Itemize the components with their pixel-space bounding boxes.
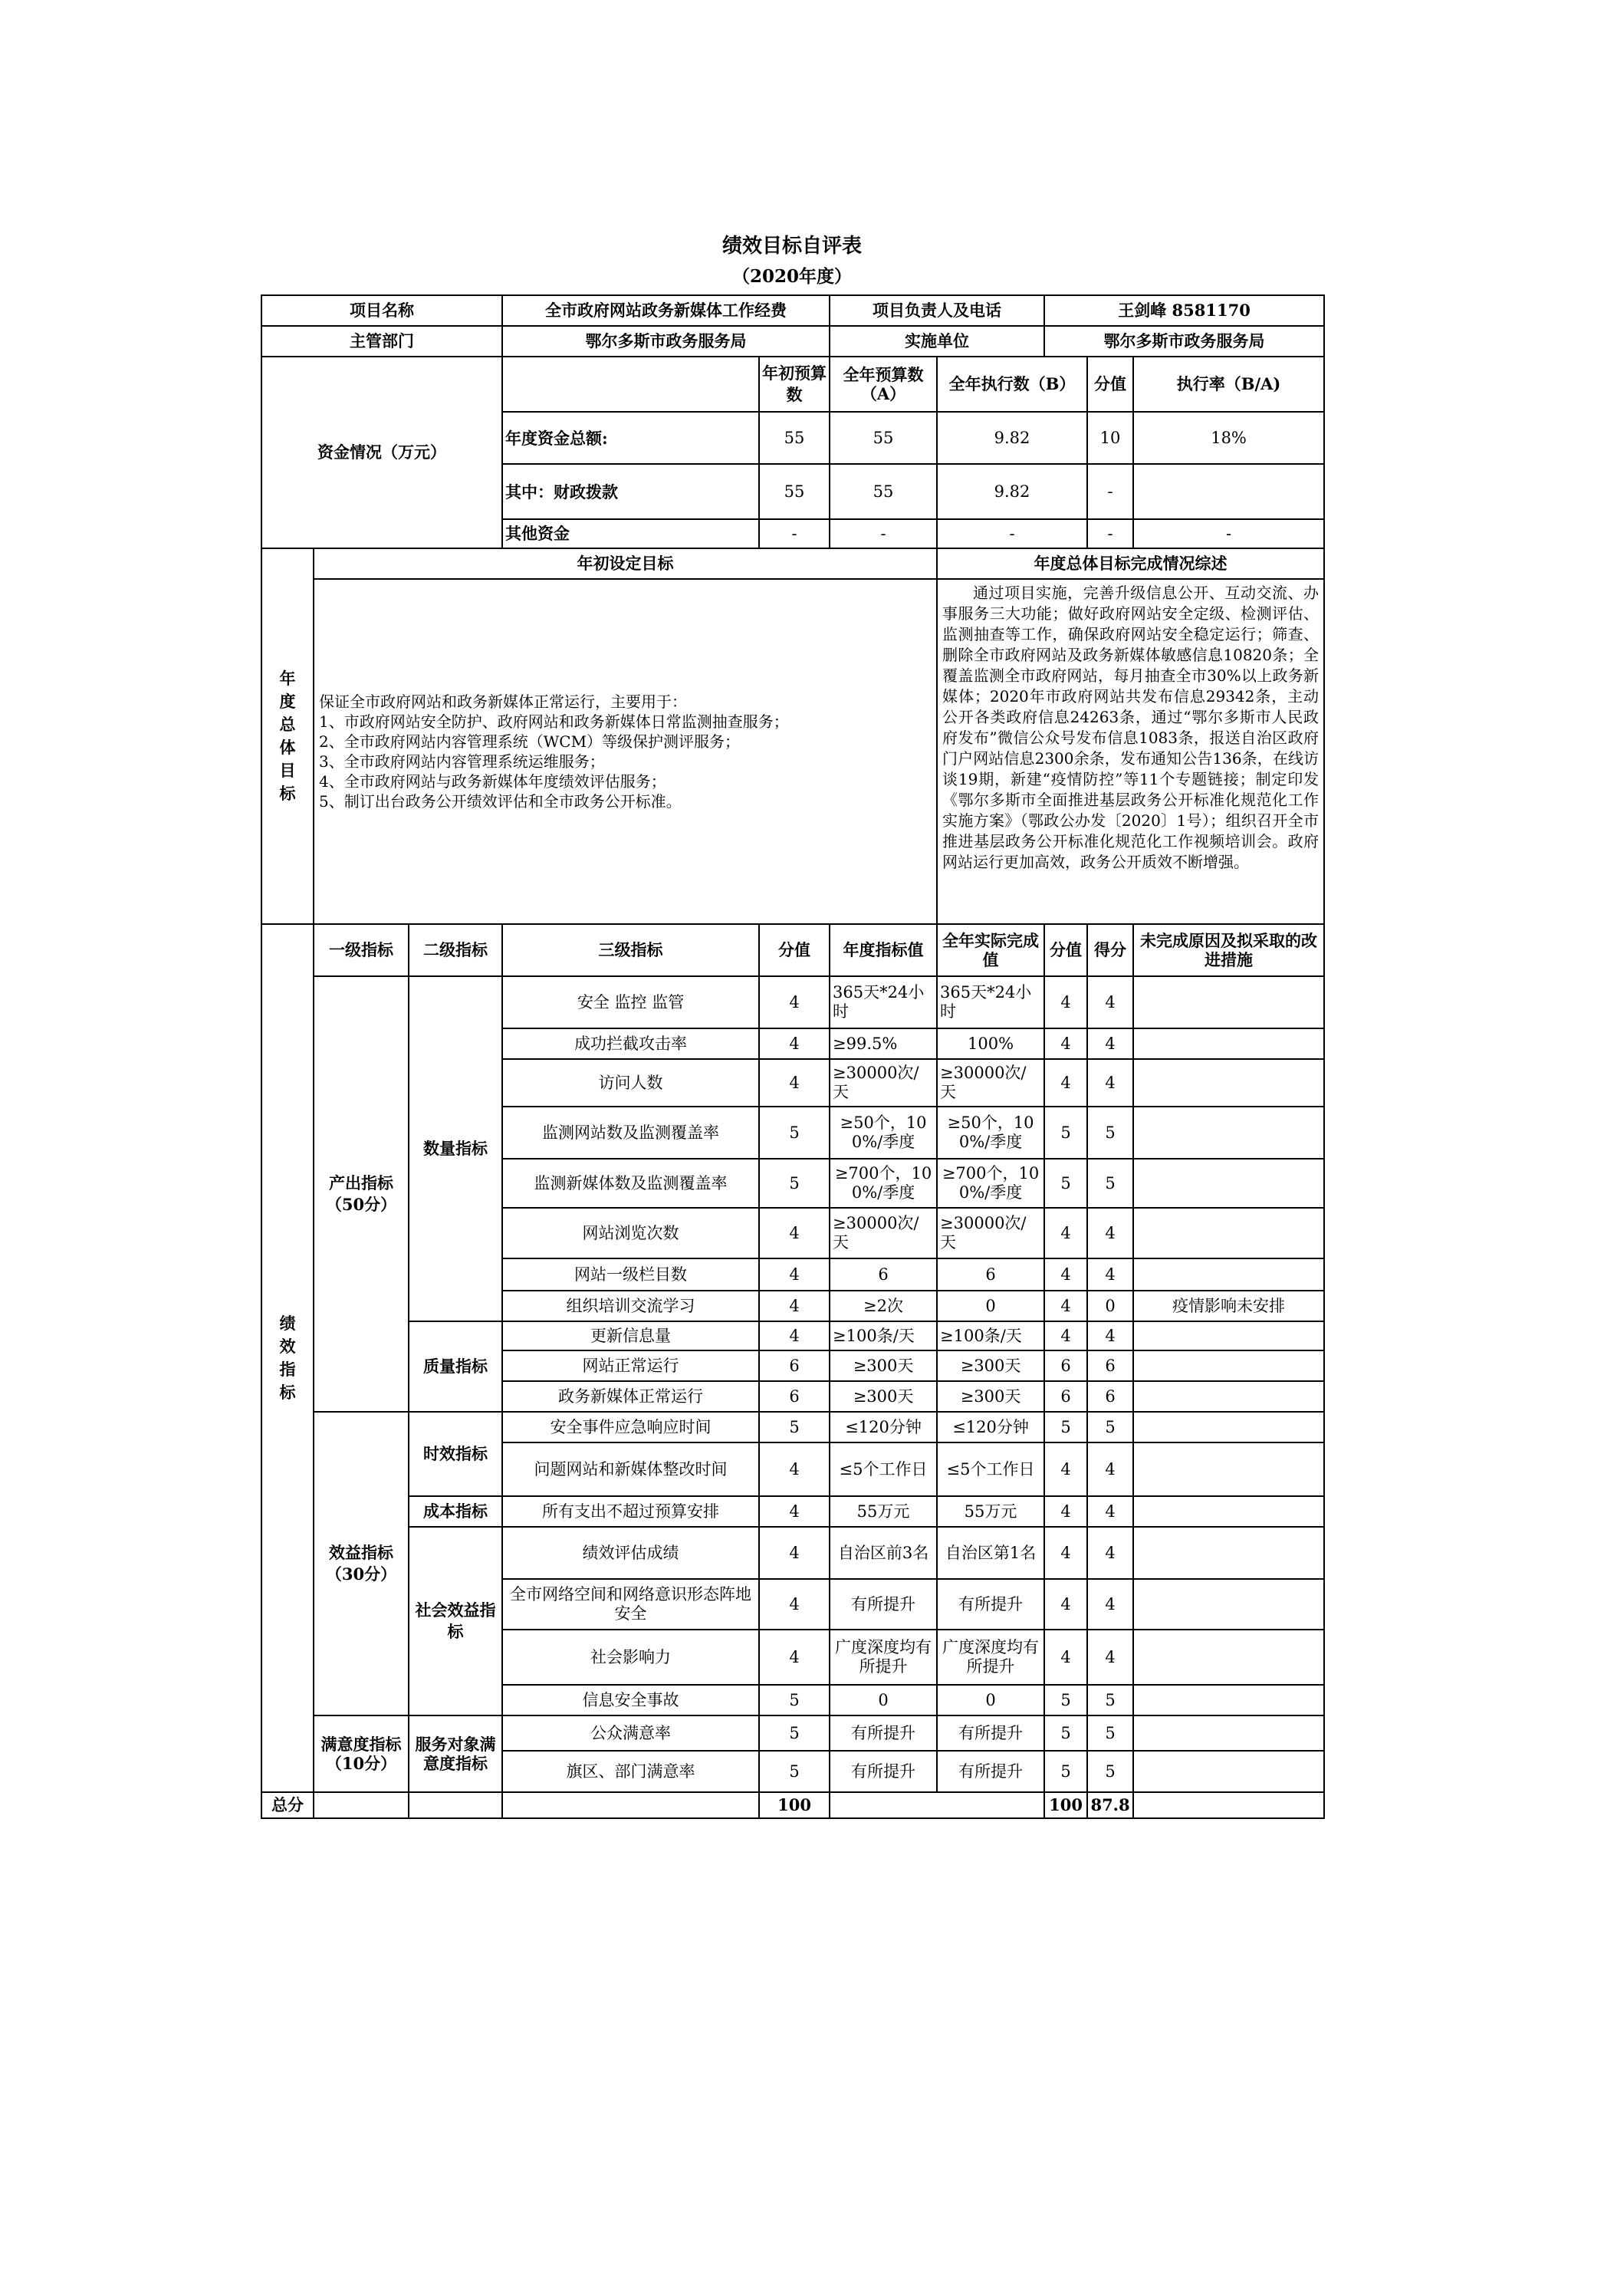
indicator-score: 4 [1087,1527,1133,1579]
indicator-score-value: 5 [1044,1412,1087,1442]
indicator-target: 自治区前3名 [830,1527,937,1579]
subgroup-quality: 质量指标 [409,1321,502,1412]
indicator-name: 旗区、部门满意率 [502,1751,759,1792]
indicator-name: 网站一级栏目数 [502,1258,759,1291]
indicator-score: 4 [1087,1321,1133,1350]
indicator-score-value: 4 [1044,1579,1087,1630]
indicator-header-row [261,924,1324,976]
indicator-note [1133,1715,1324,1751]
indicator-score-value: 5 [1044,1751,1087,1792]
indicator-note: 疫情影响未安排 [1133,1291,1324,1321]
indicator-weight: 4 [759,1258,830,1291]
indicator-score: 4 [1087,1258,1133,1291]
indicator-score: 5 [1087,1715,1133,1751]
indicator-actual: 100% [937,1028,1044,1059]
goals-summary-text: 通过项目实施，完善升级信息公开、互动交流、办事服务三大功能；做好政府网站安全定级、检测评估、监测抽查等工作，确保政府网站安全稳定运行；筛查、删除全市政府网站及政务新媒体敏感信息10820条；全覆盖监测全市政府网站，每月抽查全市30%以上政务新媒体；2020年市政府网站共发布信息29342条，主动公开各类政府信息24263条，通过“鄂尔多斯市人民政府发布”微信公众号发布信息1083条，报送自治区政府门户网站信息2300余条，发布通知公告136条，在线访谈19期，新建“疫情防控”等11个专题链接；制定印发《鄂尔多斯市全面推进基层政务公开标准化规范化工作实施方案》（鄂政公办发〔2020〕1号）；组织召开全市推进基层政务公开标准化规范化工作视频培训会。政府网站运行更加高效，政务公开质效不断增强。 [937,579,1324,924]
indicator-name: 监测新媒体数及监测覆盖率 [502,1159,759,1208]
indicator-note [1133,1159,1324,1208]
indicator-row [261,1321,1324,1350]
total-blank [314,1792,409,1818]
indicator-weight: 5 [759,1107,830,1159]
indicator-weight: 4 [759,1059,830,1107]
total-blank [409,1792,502,1818]
indicator-score: 5 [1087,1751,1133,1792]
funds-row-executed: 9.82 [937,412,1087,464]
indicator-actual: ≥300天 [937,1350,1044,1381]
indicator-score-value: 4 [1044,1059,1087,1107]
indicator-score: 4 [1087,1630,1133,1685]
funds-row-initial: - [759,519,830,548]
total-blank [502,1792,759,1818]
indicator-score-value: 6 [1044,1350,1087,1381]
indicator-name: 访问人数 [502,1059,759,1107]
indicator-header-note: 未完成原因及拟采取的改进措施 [1133,924,1324,976]
indicator-note [1133,1442,1324,1496]
indicator-note [1133,1321,1324,1350]
project-name: 全市政府网站政务新媒体工作经费 [502,295,830,326]
indicator-score: 5 [1087,1159,1133,1208]
indicator-score-value: 4 [1044,1527,1087,1579]
indicator-actual: ≥50个，100%/季度 [937,1107,1044,1159]
indicator-header-weight: 分值 [759,924,830,976]
indicator-weight: 4 [759,1291,830,1321]
indicator-name: 全市网络空间和网络意识形态阵地安全 [502,1579,759,1630]
indicators-label: 绩效指标 [261,924,314,1792]
indicator-name: 社会影响力 [502,1630,759,1685]
leader-label: 项目负责人及电话 [830,295,1044,326]
funds-row-rate: - [1133,519,1324,548]
goals-initial-text: 保证全市政府网站和政务新媒体正常运行，主要用于： 1、市政府网站安全防护、政府网站和政务新媒体日常监测抽查服务； 2、全市政府网站内容管理系统（WCM）等级保护测评服务； 3、全市政府网站内容管理系统运维服务； 4、全市政府网站与政务新媒体年度绩效评估服务； 5、制订出台政务公开绩效评估和全市政务公开标准。 [314,579,937,924]
subgroup-cost: 成本指标 [409,1496,502,1527]
indicator-score: 5 [1087,1685,1133,1715]
indicator-target: ≥100条/天 [830,1321,937,1350]
indicator-score: 4 [1087,1442,1133,1496]
indicator-target: ≥50个，100%/季度 [830,1107,937,1159]
funds-row-annual: - [830,519,937,548]
goals-initial-header: 年初设定目标 [314,548,937,579]
total-blank [830,1792,1044,1818]
indicator-target: 有所提升 [830,1715,937,1751]
funds-row-score-value: - [1087,519,1133,548]
document-title: 绩效目标自评表 [721,235,862,258]
indicator-score-value: 4 [1044,1258,1087,1291]
funds-header-executed: 全年执行数（B） [937,357,1087,412]
indicator-target: ≥99.5% [830,1028,937,1059]
indicator-name: 网站浏览次数 [502,1208,759,1258]
indicator-target: 0 [830,1685,937,1715]
indicator-actual: ≥700个，100%/季度 [937,1159,1044,1208]
indicator-actual: 广度深度均有所提升 [937,1630,1044,1685]
indicator-weight: 4 [759,1630,830,1685]
goals-header-row [261,548,1324,579]
indicator-actual: 55万元 [937,1496,1044,1527]
indicator-name: 网站正常运行 [502,1350,759,1381]
indicator-score-value: 4 [1044,1028,1087,1059]
indicator-name: 公众满意率 [502,1715,759,1751]
indicator-header-actual: 全年实际完成值 [937,924,1044,976]
indicator-target: 有所提升 [830,1579,937,1630]
indicator-name: 安全事件应急响应时间 [502,1412,759,1442]
indicator-score-value: 4 [1044,1496,1087,1527]
project-row [261,295,1324,326]
indicator-header-score: 得分 [1087,924,1133,976]
subgroup-timeliness: 时效指标 [409,1412,502,1496]
indicator-actual: ≥30000次/天 [937,1208,1044,1258]
indicator-name: 信息安全事故 [502,1685,759,1715]
indicator-note [1133,1381,1324,1412]
indicator-name: 绩效评估成绩 [502,1527,759,1579]
indicator-header-level2: 二级指标 [409,924,502,976]
total-score: 87.8 [1087,1792,1133,1818]
total-weight: 100 [759,1792,830,1818]
funds-row-rate [1133,464,1324,519]
funds-row-score-value: 10 [1087,412,1133,464]
indicator-actual: 365天*24小时 [937,976,1044,1028]
indicator-score-value: 4 [1044,1630,1087,1685]
funds-row-name: 其中：财政拨款 [502,464,759,519]
funds-row-name: 年度资金总额: [502,412,759,464]
goals-content-row [261,579,1324,924]
indicator-weight: 5 [759,1751,830,1792]
funds-row-executed: 9.82 [937,464,1087,519]
subgroup-social: 社会效益指标 [409,1527,502,1715]
indicator-target: ≤120分钟 [830,1412,937,1442]
leader-value: 王剑峰 8581170 [1044,295,1324,326]
indicator-row [261,1527,1324,1579]
indicator-name: 组织培训交流学习 [502,1291,759,1321]
funds-header-score-value: 分值 [1087,357,1133,412]
funds-row-annual: 55 [830,464,937,519]
indicator-score: 5 [1087,1107,1133,1159]
indicator-note [1133,976,1324,1028]
impl-label: 实施单位 [830,326,1044,357]
funds-header-row [261,357,1324,412]
indicator-note [1133,1350,1324,1381]
indicator-note [1133,1685,1324,1715]
funds-header-initial: 年初预算数 [759,357,830,412]
indicator-score: 4 [1087,1028,1133,1059]
subgroup-service: 服务对象满意度指标 [409,1715,502,1792]
indicator-actual: 有所提升 [937,1579,1044,1630]
indicator-note [1133,1496,1324,1527]
indicator-score-value: 4 [1044,976,1087,1028]
indicator-weight: 6 [759,1350,830,1381]
indicator-score-value: 5 [1044,1715,1087,1751]
indicator-name: 安全 监控 监管 [502,976,759,1028]
indicator-row [261,976,1324,1028]
indicator-actual: ≤120分钟 [937,1412,1044,1442]
document-subtitle: （2020年度） [731,266,852,287]
indicator-actual: 自治区第1名 [937,1527,1044,1579]
indicator-actual: ≥30000次/天 [937,1059,1044,1107]
indicator-target: ≥300天 [830,1381,937,1412]
indicator-score-value: 4 [1044,1442,1087,1496]
indicator-score: 4 [1087,1496,1133,1527]
indicator-note [1133,1579,1324,1630]
funds-row-annual: 55 [830,412,937,464]
indicator-actual: ≤5个工作日 [937,1442,1044,1496]
indicator-actual: 6 [937,1258,1044,1291]
funds-header-annual: 全年预算数（A） [830,357,937,412]
group-benefit: 效益指标（30分） [314,1412,409,1715]
group-output: 产出指标（50分） [314,976,409,1412]
indicator-weight: 4 [759,1442,830,1496]
indicator-actual: ≥300天 [937,1381,1044,1412]
project-name-label: 项目名称 [261,295,502,326]
indicator-target: 55万元 [830,1496,937,1527]
indicator-score: 4 [1087,1059,1133,1107]
indicator-actual: 0 [937,1685,1044,1715]
indicator-note [1133,1107,1324,1159]
indicator-actual: ≥100条/天 [937,1321,1044,1350]
indicator-target: 有所提升 [830,1751,937,1792]
total-label: 总分 [261,1792,314,1818]
impl-value: 鄂尔多斯市政务服务局 [1044,326,1324,357]
indicator-score: 6 [1087,1350,1133,1381]
group-satisfaction: 满意度指标（10分） [314,1715,409,1792]
funds-header-rate: 执行率（B/A) [1133,357,1324,412]
indicator-target: ≥2次 [830,1291,937,1321]
indicator-header-target: 年度指标值 [830,924,937,976]
indicator-score-value: 4 [1044,1208,1087,1258]
indicator-header-score-value: 分值 [1044,924,1087,976]
funds-row-rate: 18% [1133,412,1324,464]
indicator-header-level3: 三级指标 [502,924,759,976]
indicator-score: 5 [1087,1412,1133,1442]
indicator-score: 4 [1087,1208,1133,1258]
indicator-note [1133,1751,1324,1792]
indicator-weight: 4 [759,1028,830,1059]
indicator-weight: 4 [759,1496,830,1527]
indicator-name: 问题网站和新媒体整改时间 [502,1442,759,1496]
goals-label: 年度总体目标 [261,548,314,924]
indicator-weight: 5 [759,1412,830,1442]
total-blank [1133,1792,1324,1818]
indicator-score-value: 5 [1044,1107,1087,1159]
indicator-target: ≥30000次/天 [830,1208,937,1258]
funds-row-executed: - [937,519,1087,548]
indicator-score: 4 [1087,1579,1133,1630]
indicator-note [1133,1412,1324,1442]
indicator-weight: 4 [759,1527,830,1579]
indicator-weight: 4 [759,1579,830,1630]
indicator-weight: 4 [759,1208,830,1258]
funds-label: 资金情况（万元） [261,357,502,548]
indicator-score-value: 4 [1044,1321,1087,1350]
indicator-target: ≤5个工作日 [830,1442,937,1496]
indicator-score-value: 6 [1044,1381,1087,1412]
indicator-row [261,1412,1324,1442]
indicator-header-level1: 一级指标 [314,924,409,976]
indicator-actual: 有所提升 [937,1715,1044,1751]
indicator-target: ≥300天 [830,1350,937,1381]
indicator-score-value: 5 [1044,1159,1087,1208]
indicator-actual: 0 [937,1291,1044,1321]
indicator-score: 6 [1087,1381,1133,1412]
indicator-name: 监测网站数及监测覆盖率 [502,1107,759,1159]
indicator-weight: 4 [759,1321,830,1350]
dept-value: 鄂尔多斯市政务服务局 [502,326,830,357]
indicator-target: 6 [830,1258,937,1291]
indicator-note [1133,1059,1324,1107]
indicator-actual: 有所提升 [937,1751,1044,1792]
indicator-note [1133,1258,1324,1291]
indicator-note [1133,1630,1324,1685]
funds-row-score-value: - [1087,464,1133,519]
indicator-name: 所有支出不超过预算安排 [502,1496,759,1527]
indicator-score-value: 5 [1044,1685,1087,1715]
indicator-score: 4 [1087,976,1133,1028]
indicator-score: 0 [1087,1291,1133,1321]
indicator-weight: 5 [759,1159,830,1208]
indicator-weight: 6 [759,1381,830,1412]
funds-row-initial: 55 [759,464,830,519]
indicator-weight: 5 [759,1685,830,1715]
indicator-name: 政务新媒体正常运行 [502,1381,759,1412]
total-score-value: 100 [1044,1792,1087,1818]
indicator-row [261,1715,1324,1751]
indicator-weight: 4 [759,976,830,1028]
funds-row-initial: 55 [759,412,830,464]
indicator-name: 更新信息量 [502,1321,759,1350]
indicator-note [1133,1527,1324,1579]
subgroup-quantity: 数量指标 [409,976,502,1321]
indicator-name: 成功拦截攻击率 [502,1028,759,1059]
funds-row-name: 其他资金 [502,519,759,548]
indicator-target: ≥30000次/天 [830,1059,937,1107]
indicator-score-value: 4 [1044,1291,1087,1321]
indicator-target: ≥700个，100%/季度 [830,1159,937,1208]
dept-label: 主管部门 [261,326,502,357]
goals-summary-header: 年度总体目标完成情况综述 [937,548,1324,579]
indicator-target: 365天*24小时 [830,976,937,1028]
evaluation-table [261,294,1325,1819]
funds-blank [502,357,759,412]
indicator-target: 广度深度均有所提升 [830,1630,937,1685]
indicator-note [1133,1028,1324,1059]
indicator-note [1133,1208,1324,1258]
indicator-weight: 5 [759,1715,830,1751]
indicator-row [261,1496,1324,1527]
dept-row [261,326,1324,357]
total-row [261,1792,1324,1818]
